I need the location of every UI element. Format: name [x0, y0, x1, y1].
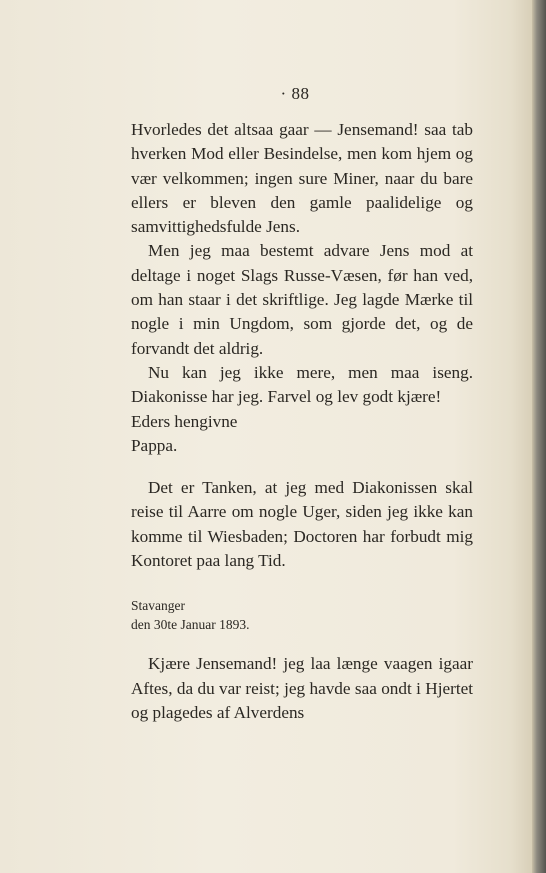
spacer	[131, 573, 473, 596]
paragraph-3: Nu kan jeg ikke mere, men maa iseng. Diakonisse har jeg. Farvel og lev godt kjære!	[131, 362, 473, 407]
postscript: Det er Tanken, at jeg med Diakonissen skal reise til Aarre om nogle Uger, siden jeg ikke kan komme til Wiesbaden; Doctoren har forbudt mig Kontoret paa lang Tid.	[131, 478, 473, 571]
closing-line: Eders hengivne	[131, 411, 238, 431]
page-edge	[532, 0, 546, 873]
letter-opening: Kjære Jensemand! jeg laa længe vaagen igaar Aftes, da du var reist; jeg havde saa ondt i Hjertet og plagedes af Alverdens	[131, 654, 473, 722]
paragraph-1: Hvorledes det altsaa gaar — Jensemand! saa tab hverken Mod eller Besindelse, men kom hjem og vær velkommen; ingen sure Miner, naar du bare ellers er bleven den gamle paalidelige og samvittighedsfulde Jens.	[131, 120, 473, 237]
text-block	[131, 118, 473, 725]
spacer	[131, 458, 473, 476]
letter-date: den 30te Januar 1893.	[131, 617, 250, 633]
spacer	[131, 634, 473, 652]
paragraph-2: Men jeg maa bestemt advare Jens mod at deltage i noget Slags Russe-Væsen, før han ved, om han staar i det skriftlige. Jeg lagde Mærke til nogle i min Ungdom, som gjorde det, og de forvandt det aldrig.	[131, 241, 473, 358]
page-number: · 88	[280, 84, 310, 103]
signature: Pappa.	[131, 435, 178, 455]
letter-place: Stavanger	[131, 598, 185, 614]
